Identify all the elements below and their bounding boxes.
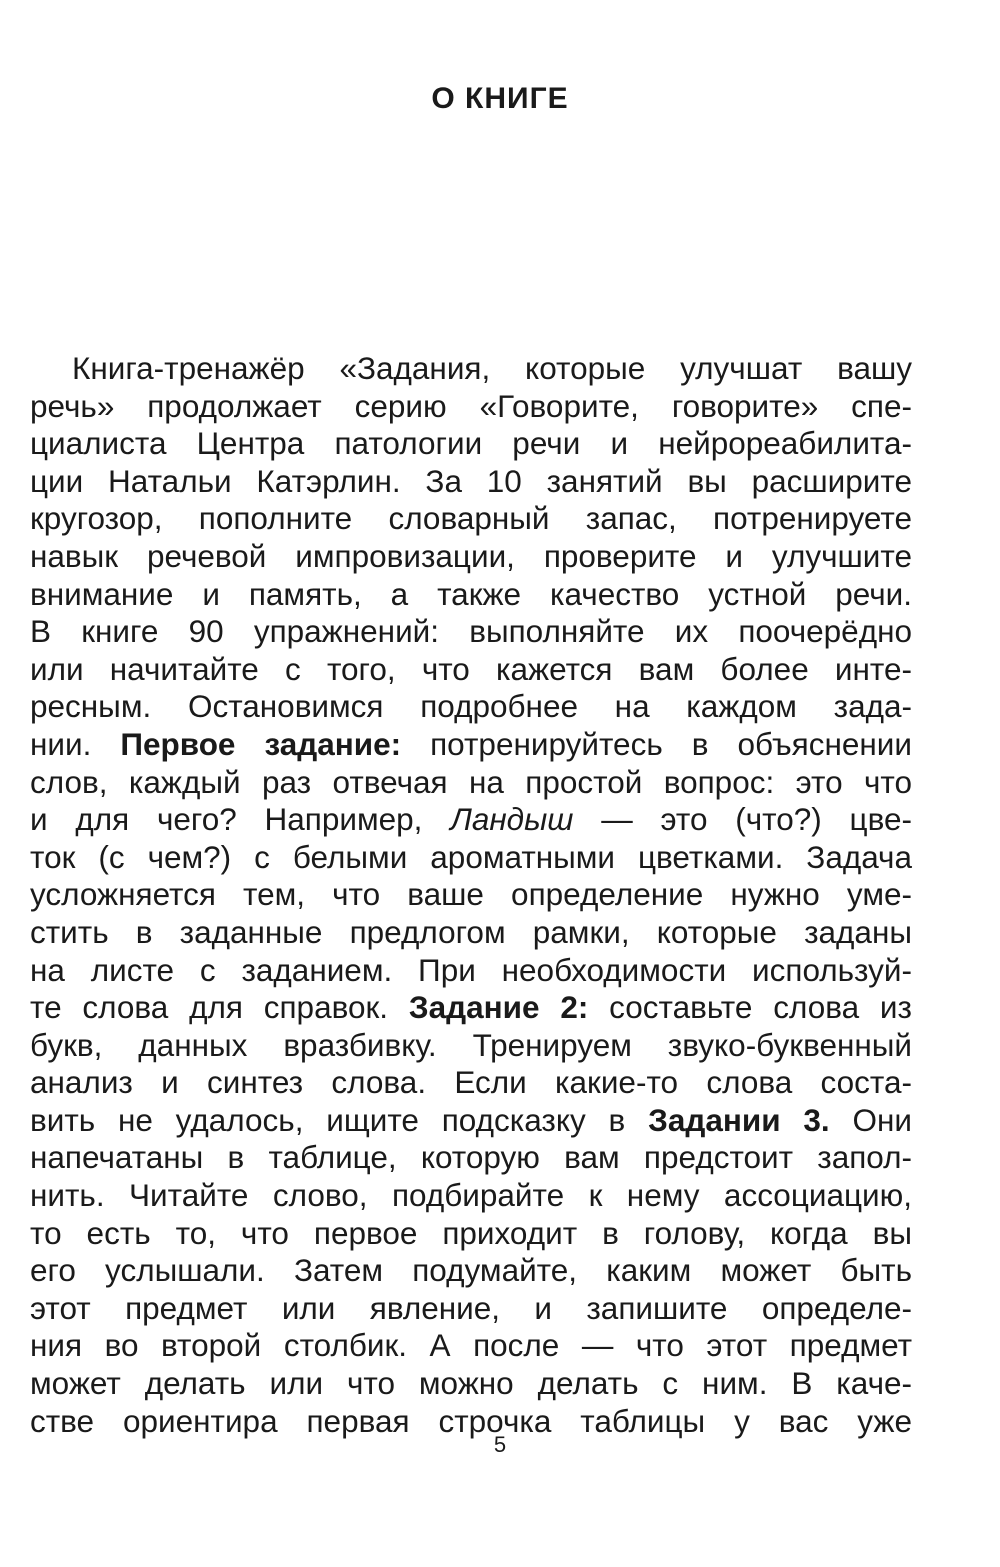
text-line: ресным. Остановимся подробнее на каждом зада- <box>30 688 912 725</box>
text-line: навык речевой импровизации, проверите и улучшите <box>30 537 912 574</box>
page-number: 5 <box>493 1432 507 1457</box>
text-line: усложняется тем, что ваше определение нужно уме- <box>30 876 912 913</box>
text-line <box>30 1102 912 1140</box>
page-title: О КНИГЕ <box>431 82 569 115</box>
text-line: ния во второй столбик. А после — что этот предмет <box>30 1327 912 1364</box>
text-fragment: — это (что?) цве- <box>601 801 912 838</box>
text-line: этот предмет или явление, и запишите определе- <box>30 1289 912 1326</box>
text-line: его услышали. Затем подумайте, каким может быть <box>30 1252 912 1289</box>
text-line: речь» продолжает серию «Говорите, говорите» спе- <box>30 387 912 424</box>
text-line <box>30 726 912 764</box>
body-text <box>30 350 912 1440</box>
text-line: внимание и память, а также качество устной речи. <box>30 575 912 612</box>
text-line: то есть то, что первое приходит в голову, когда вы <box>30 1214 912 1251</box>
text-fragment: и для чего? Например, <box>30 801 423 838</box>
text-line: на листе с заданием. При необходимости используй- <box>30 951 912 988</box>
text-fragment: нии. <box>30 725 92 762</box>
text-fragment: те слова для справок. <box>30 989 389 1026</box>
text-line: стве ориентира первая строчка таблицы у вас уже <box>30 1402 912 1439</box>
text-line: или начитайте с того, что кажется вам более инте- <box>30 650 912 687</box>
text-line: стить в заданные предлогом рамки, которые заданы <box>30 913 912 950</box>
bold-term-task-3: Задании 3. <box>648 1101 830 1138</box>
text-line: ции Натальи Катэрлин. За 10 занятий вы расширите <box>30 462 912 499</box>
text-line <box>30 801 912 839</box>
text-line: В книге 90 упражнений: выполняйте их поочерёдно <box>30 613 912 650</box>
italic-example-word: Ландыш <box>450 801 574 838</box>
text-fragment: Они <box>852 1101 912 1138</box>
text-line <box>30 989 912 1027</box>
text-line: кругозор, пополните словарный запас, потренируете <box>30 500 912 537</box>
text-fragment: составьте слова из <box>609 989 912 1026</box>
text-fragment: вить не удалось, ищите подсказку в <box>30 1101 626 1138</box>
text-line: букв, данных вразбивку. Тренируем звуко-буквенный <box>30 1026 912 1063</box>
text-line: ток (с чем?) с белыми ароматными цветками. Задача <box>30 838 912 875</box>
text-line: нить. Читайте слово, подбирайте к нему ассоциацию, <box>30 1177 912 1214</box>
text-line: напечатаны в таблице, которую вам предстоит запол- <box>30 1139 912 1176</box>
text-line: циалиста Центра патологии речи и нейрореабилита- <box>30 425 912 462</box>
text-line: анализ и синтез слова. Если какие-то слова соста- <box>30 1064 912 1101</box>
text-line: Книга-тренажёр «Задания, которые улучшат вашу <box>72 350 912 386</box>
bold-term-first-task: Первое задание: <box>120 725 402 762</box>
text-fragment: потренируйтесь в объяснении <box>430 725 912 762</box>
text-line: слов, каждый раз отвечая на простой вопрос: это что <box>30 763 912 800</box>
text-line: может делать или что можно делать с ним. В каче- <box>30 1365 912 1402</box>
bold-term-task-2: Задание 2: <box>408 989 589 1026</box>
